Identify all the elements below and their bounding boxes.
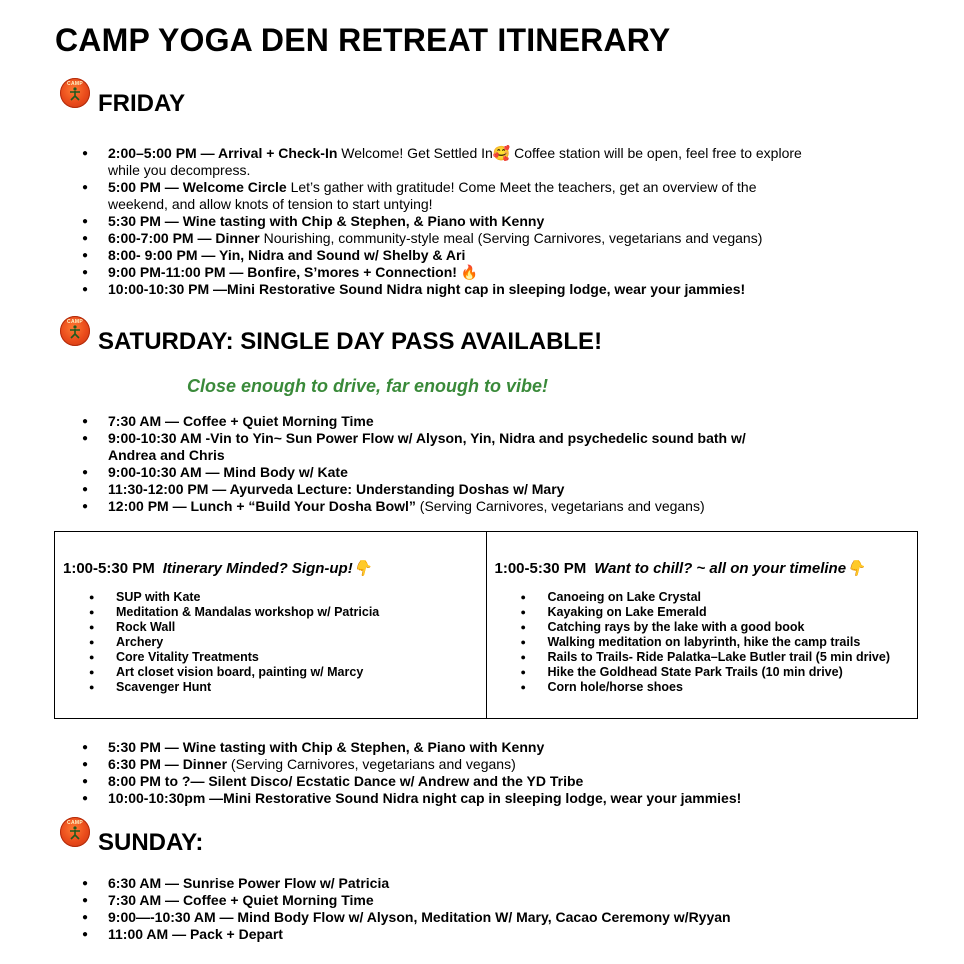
signup-cell-heading: 1:00-5:30 PM Itinerary Minded? Sign-up!👇 xyxy=(63,560,372,577)
list-item: ● 11:30-12:00 PM — Ayurveda Lecture: Understanding Doshas w/ Mary xyxy=(82,481,792,498)
list-item: ● Core Vitality Treatments xyxy=(89,650,379,665)
list-item: ● Catching rays by the lake with a good book xyxy=(521,620,890,635)
camp-logo-icon: CAMP xyxy=(60,316,90,346)
list-item: ● 11:00 AM — Pack + Depart xyxy=(82,926,842,943)
list-item: ● 8:00 PM to ?— Silent Disco/ Ecstatic Dance w/ Andrew and the YD Tribe xyxy=(82,773,842,790)
friday-schedule xyxy=(82,145,802,298)
list-item: ● 5:00 PM — Welcome Circle Let’s gather with gratitude! Come Meet the teachers, get an overview of the weekend, and allow knots of tension to start untying! xyxy=(82,179,802,213)
yoga-figure-icon xyxy=(69,826,81,840)
list-item: ● 2:00–5:00 PM — Arrival + Check-In Welcome! Get Settled In🥰 Coffee station will be open, feel free to explore while you decompress. xyxy=(82,145,802,179)
list-item: ● Hike the Goldhead State Park Trails (10 min drive) xyxy=(521,665,890,680)
list-item: ● 5:30 PM — Wine tasting with Chip & Stephen, & Piano with Kenny xyxy=(82,213,802,230)
list-item: ● 9:00-10:30 AM -Vin to Yin~ Sun Power Flow w/ Alyson, Yin, Nidra and psychedelic sound bath w/ Andrea and Chris xyxy=(82,430,792,464)
list-item: ● 7:30 AM — Coffee + Quiet Morning Time xyxy=(82,413,792,430)
list-item: ● Walking meditation on labyrinth, hike the camp trails xyxy=(521,635,890,650)
saturday-afternoon-table xyxy=(54,531,918,719)
yoga-figure-icon xyxy=(69,87,81,101)
list-item: ● 5:30 PM — Wine tasting with Chip & Stephen, & Piano with Kenny xyxy=(82,739,842,756)
list-item: ● Corn hole/horse shoes xyxy=(521,680,890,695)
saturday-evening-schedule xyxy=(82,739,842,807)
page-title: CAMP YOGA DEN RETREAT ITINERARY xyxy=(55,22,671,58)
list-item: ● Archery xyxy=(89,635,379,650)
saturday-tagline: Close enough to drive, far enough to vibe! xyxy=(187,376,549,396)
list-item: ● 10:00-10:30 PM —Mini Restorative Sound Nidra night cap in sleeping lodge, wear your jammies! xyxy=(82,281,802,298)
list-item: ● 6:00-7:00 PM — Dinner Nourishing, community-style meal (Serving Carnivores, vegetarians and vegans) xyxy=(82,230,802,247)
chill-cell xyxy=(486,532,918,718)
chill-activities xyxy=(521,590,890,695)
saturday-morning-schedule xyxy=(82,413,792,515)
camp-logo-icon: CAMP xyxy=(60,78,90,108)
list-item: ● 10:00-10:30pm —Mini Restorative Sound Nidra night cap in sleeping lodge, wear your jammies! xyxy=(82,790,842,807)
list-item: ● Rails to Trails- Ride Palatka–Lake Butler trail (5 min drive) xyxy=(521,650,890,665)
list-item: ● Scavenger Hunt xyxy=(89,680,379,695)
list-item: ● Meditation & Mandalas workshop w/ Patricia xyxy=(89,605,379,620)
list-item: ● 6:30 PM — Dinner (Serving Carnivores, vegetarians and vegans) xyxy=(82,756,842,773)
list-item: ● 12:00 PM — Lunch + “Build Your Dosha Bowl” (Serving Carnivores, vegetarians and vegans) xyxy=(82,498,792,515)
list-item: ● 7:30 AM — Coffee + Quiet Morning Time xyxy=(82,892,842,909)
list-item: ● 8:00- 9:00 PM — Yin, Nidra and Sound w/ Shelby & Ari xyxy=(82,247,802,264)
list-item: ● Canoeing on Lake Crystal xyxy=(521,590,890,605)
chill-cell-heading: 1:00-5:30 PM Want to chill? ~ all on your timeline👇 xyxy=(494,560,865,577)
yoga-figure-icon xyxy=(69,325,81,339)
signup-activities xyxy=(89,590,379,695)
list-item: ● 6:30 AM — Sunrise Power Flow w/ Patricia xyxy=(82,875,842,892)
sunday-schedule xyxy=(82,875,842,943)
signup-cell xyxy=(55,532,486,718)
saturday-title: SATURDAY: SINGLE DAY PASS AVAILABLE! xyxy=(98,328,603,355)
list-item: ● 9:00—-10:30 AM — Mind Body Flow w/ Alyson, Meditation W/ Mary, Cacao Ceremony w/Ryyan xyxy=(82,909,842,926)
sunday-title: SUNDAY: xyxy=(98,829,204,856)
list-item: ● Rock Wall xyxy=(89,620,379,635)
list-item: ● 9:00 PM-11:00 PM — Bonfire, S’mores + Connection! 🔥 xyxy=(82,264,802,281)
camp-logo-icon: CAMP xyxy=(60,817,90,847)
list-item: ● Art closet vision board, painting w/ Marcy xyxy=(89,665,379,680)
friday-title: FRIDAY xyxy=(98,90,186,117)
list-item: ● 9:00-10:30 AM — Mind Body w/ Kate xyxy=(82,464,792,481)
list-item: ● Kayaking on Lake Emerald xyxy=(521,605,890,620)
list-item: ● SUP with Kate xyxy=(89,590,379,605)
